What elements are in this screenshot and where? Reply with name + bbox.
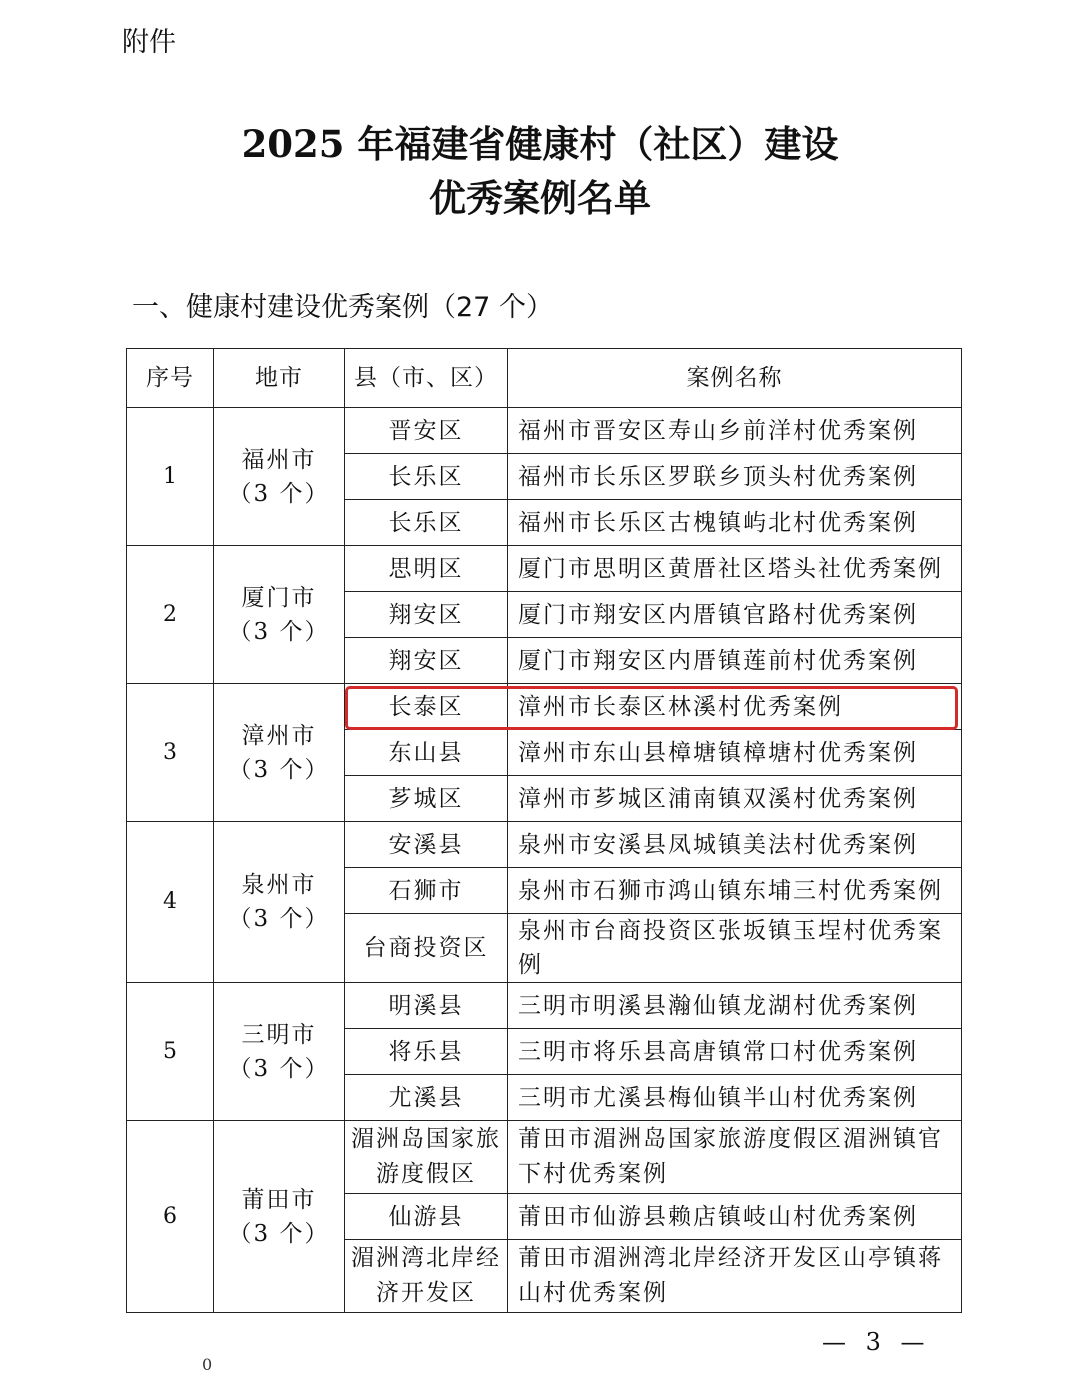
city-name: 福州市 <box>241 446 317 473</box>
table-row <box>127 1121 962 1194</box>
case-name-cell: 莆田市湄洲岛国家旅游度假区湄洲镇官下村优秀案例 <box>508 1121 962 1194</box>
county-cell: 明溪县 <box>345 983 508 1029</box>
case-name-cell: 厦门市翔安区内厝镇莲前村优秀案例 <box>508 638 962 684</box>
seq-cell: 4 <box>127 822 214 983</box>
case-name-cell: 泉州市石狮市鸿山镇东埔三村优秀案例 <box>508 868 962 914</box>
county-cell: 长泰区 <box>345 684 508 730</box>
city-cell <box>214 822 345 983</box>
seq-cell: 5 <box>127 983 214 1121</box>
stray-mark: 0 <box>202 1355 213 1374</box>
table-row <box>127 546 962 592</box>
case-name-cell: 三明市尤溪县梅仙镇半山村优秀案例 <box>508 1075 962 1121</box>
case-name-cell: 泉州市安溪县凤城镇美法村优秀案例 <box>508 822 962 868</box>
case-name-cell: 三明市明溪县瀚仙镇龙湖村优秀案例 <box>508 983 962 1029</box>
table-header-row <box>127 349 962 408</box>
city-count: （3 个） <box>228 1055 330 1082</box>
table-row <box>127 408 962 454</box>
county-cell: 思明区 <box>345 546 508 592</box>
table-row <box>127 983 962 1029</box>
seq-cell: 3 <box>127 684 214 822</box>
seq-cell: 1 <box>127 408 214 546</box>
city-name: 泉州市 <box>241 872 317 898</box>
header-seq: 序号 <box>127 349 214 408</box>
county-cell: 长乐区 <box>345 454 508 500</box>
county-cell: 安溪县 <box>345 822 508 868</box>
section-heading: 一、健康村建设优秀案例（27 个） <box>132 292 553 323</box>
table-row <box>127 684 962 730</box>
case-name-cell: 福州市晋安区寿山乡前洋村优秀案例 <box>508 408 962 454</box>
case-name-cell: 莆田市仙游县赖店镇岐山村优秀案例 <box>508 1194 962 1240</box>
county-cell: 将乐县 <box>345 1029 508 1075</box>
county-cell: 湄洲岛国家旅游度假区 <box>345 1121 508 1194</box>
seq-cell: 2 <box>127 546 214 684</box>
county-cell: 东山县 <box>345 730 508 776</box>
county-cell: 湄洲湾北岸经济开发区 <box>345 1240 508 1313</box>
city-cell <box>214 1121 345 1313</box>
county-cell: 石狮市 <box>345 868 508 914</box>
city-cell <box>214 546 345 684</box>
case-name-cell: 三明市将乐县高唐镇常口村优秀案例 <box>508 1029 962 1075</box>
county-cell: 尤溪县 <box>345 1075 508 1121</box>
city-name: 厦门市 <box>241 584 317 611</box>
city-name: 莆田市 <box>241 1186 317 1213</box>
case-name-cell: 漳州市长泰区林溪村优秀案例 <box>508 684 962 730</box>
case-name-cell: 厦门市思明区黄厝社区塔头社优秀案例 <box>508 546 962 592</box>
city-count: （3 个） <box>228 618 330 645</box>
document-title-line1: 2025 年福建省健康村（社区）建设 <box>241 122 839 166</box>
case-name-cell: 福州市长乐区古槐镇屿北村优秀案例 <box>508 500 962 546</box>
county-cell: 长乐区 <box>345 500 508 546</box>
header-city: 地市 <box>214 349 345 408</box>
county-cell: 翔安区 <box>345 592 508 638</box>
city-name: 漳州市 <box>241 722 317 749</box>
case-name-cell: 漳州市东山县樟塘镇樟塘村优秀案例 <box>508 730 962 776</box>
case-name-cell: 莆田市湄洲湾北岸经济开发区山亭镇蒋山村优秀案例 <box>508 1240 962 1313</box>
attachment-label: 附件 <box>122 27 176 58</box>
seq-cell: 6 <box>127 1121 214 1313</box>
city-cell <box>214 684 345 822</box>
city-count: （3 个） <box>228 480 330 507</box>
city-name: 三明市 <box>241 1021 317 1048</box>
header-case-name: 案例名称 <box>508 349 962 408</box>
page-number: — 3 — <box>822 1328 931 1356</box>
case-name-cell: 泉州市台商投资区张坂镇玉埕村优秀案例 <box>508 914 962 983</box>
city-cell <box>214 408 345 546</box>
county-cell: 翔安区 <box>345 638 508 684</box>
city-cell <box>214 983 345 1121</box>
city-count: （3 个） <box>228 756 330 783</box>
county-cell: 台商投资区 <box>345 914 508 983</box>
header-county: 县（市、区） <box>345 349 508 408</box>
case-list-table <box>126 348 962 1313</box>
city-count: （3 个） <box>228 1220 330 1247</box>
county-cell: 芗城区 <box>345 776 508 822</box>
document-title-line2: 优秀案例名单 <box>429 176 651 220</box>
case-name-cell: 漳州市芗城区浦南镇双溪村优秀案例 <box>508 776 962 822</box>
county-cell: 晋安区 <box>345 408 508 454</box>
case-name-cell: 厦门市翔安区内厝镇官路村优秀案例 <box>508 592 962 638</box>
case-name-cell: 福州市长乐区罗联乡顶头村优秀案例 <box>508 454 962 500</box>
city-count: （3 个） <box>228 906 330 932</box>
table-row <box>127 822 962 868</box>
county-cell: 仙游县 <box>345 1194 508 1240</box>
